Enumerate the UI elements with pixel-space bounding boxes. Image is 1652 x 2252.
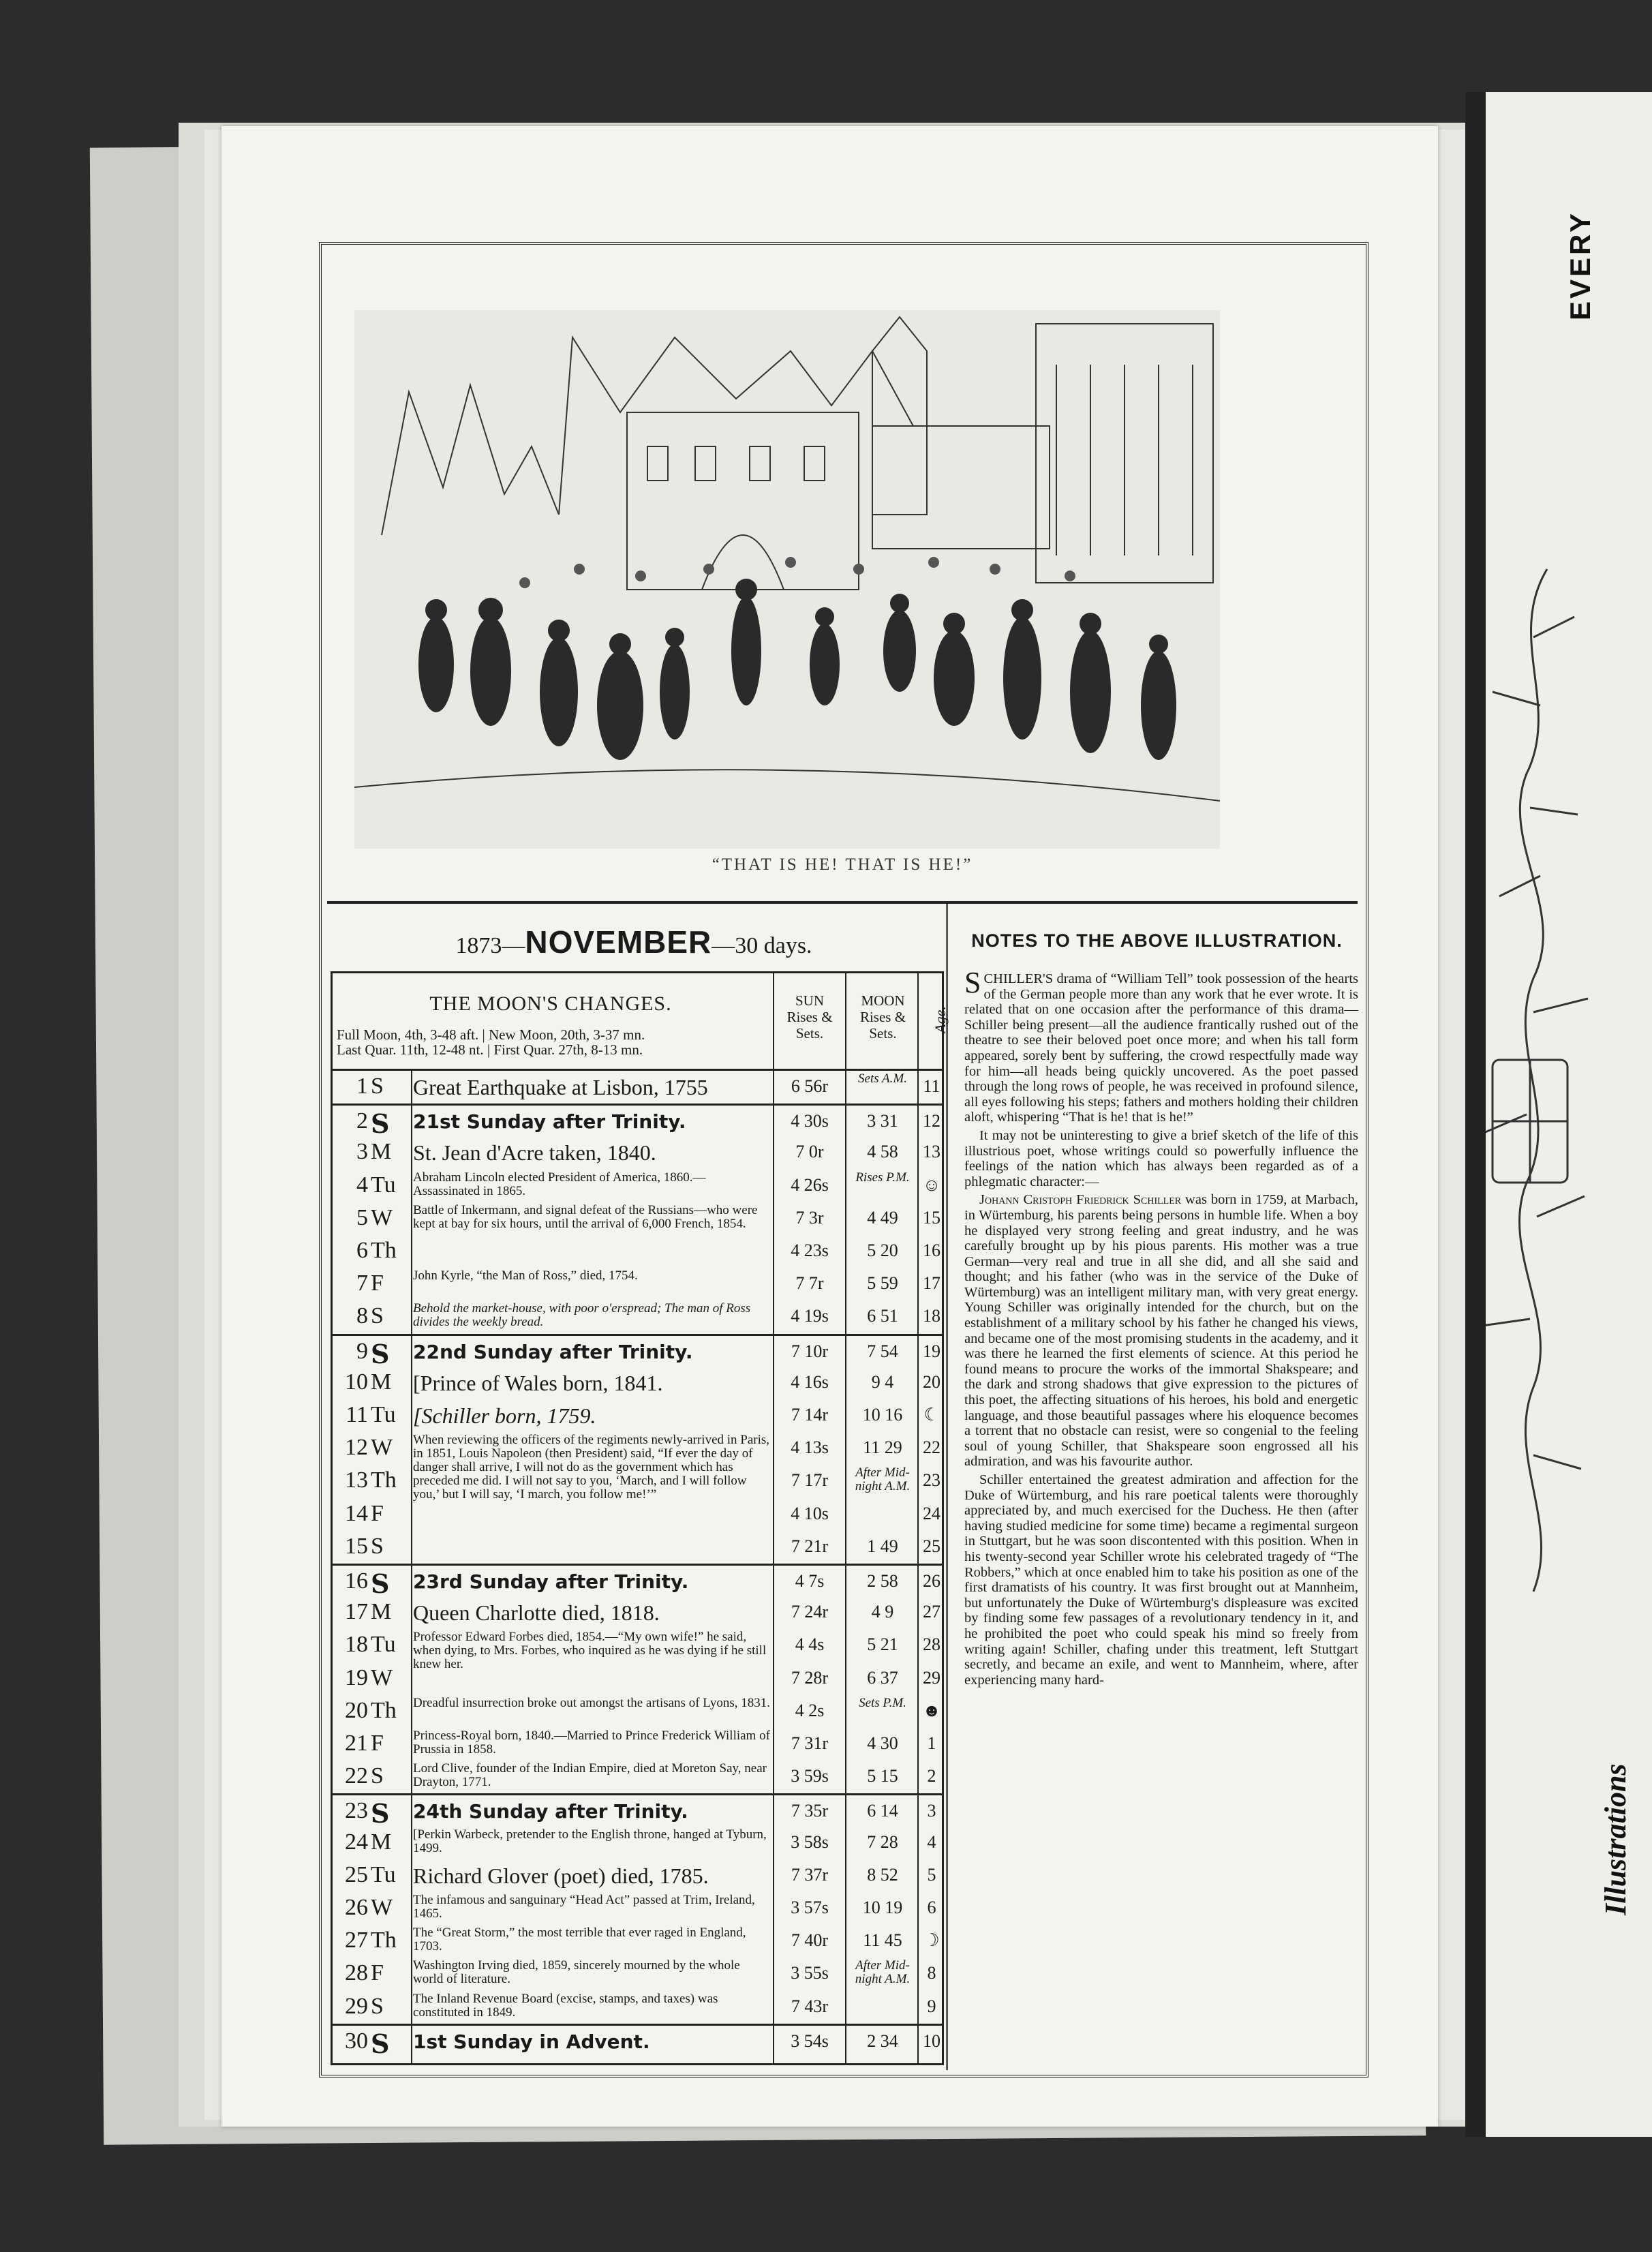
row-moon-time: 6 51 bbox=[867, 1306, 898, 1326]
notes-heading: NOTES TO THE ABOVE ILLUSTRATION. bbox=[971, 930, 1343, 951]
row-date: 29 bbox=[345, 1993, 368, 2019]
row-sun-time: 4 23s bbox=[791, 1241, 829, 1260]
row-date: 3 bbox=[356, 1139, 368, 1165]
row-weekday: M bbox=[371, 1369, 392, 1395]
row-sun-time: 7 3r bbox=[795, 1207, 824, 1228]
row-moon-age: 13 bbox=[923, 1142, 940, 1162]
row-moon-age: 24 bbox=[923, 1503, 940, 1523]
calendar-row bbox=[333, 1662, 942, 1695]
row-moon-time: 2 34 bbox=[867, 2030, 898, 2051]
section-rule bbox=[327, 901, 1358, 904]
row-weekday: M bbox=[371, 1829, 392, 1855]
calendar-row bbox=[333, 1202, 942, 1235]
row-date: 26 bbox=[345, 1895, 368, 1920]
title-month: NOVEMBER bbox=[525, 924, 712, 960]
row-moon-time: 10 19 bbox=[862, 1898, 903, 1917]
calendar-row bbox=[333, 1136, 942, 1169]
calendar-row bbox=[333, 1596, 942, 1629]
calendar-row bbox=[333, 1367, 942, 1399]
notes-paragraph-3-text: was born in 1759, at Marbach, in Würtemburg, his parents being persons in humble life. When a boy he displayed very strong feeling and great industry, and he was carefully brought up by his pious parents. His mother was a true German—very real and true in all she did, and all she said and thought; and his father (who was in the service of the Duke of Würtemburg) was an intelligent military man, with very great energy. Young Schiller was originally intended for the church, but on the establishment of a military school by his father he changed his views, and became one of the most promising students in the academy, and it was there he learned the first elements of science. At this period he found means to procure the works of the immortal Shakspeare; and the dark and strong shadows that give expression to the pictures of this poet, the affecting situations of his heroes, his bold and energetic language, and those beautiful passages where his eloquence becomes a torrent that no obstacle can resist, were so congenial to the feeling soul of young Schiller, that Shakspeare soon engrossed all his admiration, and was his favourite author. bbox=[964, 1192, 1358, 1470]
row-weekday: W bbox=[371, 1895, 393, 1920]
row-moon-time: 1 49 bbox=[867, 1536, 898, 1556]
notes-paragraph-2: It may not be uninteresting to give a brief sketch of the life of this illustrious poet, whose writings could so powerfully influence the feelings of the nation which has always been regarded as of a phlegmatic character:— bbox=[964, 1127, 1358, 1189]
row-event: Battle of Inkermann, and signal defeat of the Russians—who were kept at bay for six hours, until the arrival of 6,000 French, 1854. bbox=[413, 1203, 758, 1231]
row-moon-age: 17 bbox=[923, 1273, 940, 1294]
row-sun-time: 4 19s bbox=[791, 1306, 829, 1326]
calendar-row bbox=[333, 1827, 942, 1859]
facing-page-every: EVERY bbox=[1564, 211, 1596, 320]
row-event: St. Jean d'Acre taken, 1840. bbox=[413, 1140, 656, 1166]
row-date: 23 bbox=[345, 1798, 368, 1824]
calendar-row bbox=[333, 1629, 942, 1672]
row-sun-time: 7 43r bbox=[791, 1996, 829, 2016]
row-moon-age: ☻ bbox=[922, 1700, 941, 1720]
row-moon-time: Sets P.M. bbox=[859, 1695, 906, 1710]
new-moon: New Moon, 20th, 3-37 mn. bbox=[488, 1026, 645, 1043]
row-moon-time: 7 28 bbox=[867, 1831, 898, 1852]
row-sun-time: 7 35r bbox=[791, 1801, 829, 1821]
row-event: Washington Irving died, 1859, sincerely mourned by the whole world of literature. bbox=[413, 1959, 740, 1987]
row-sun-time: 7 10r bbox=[791, 1341, 829, 1361]
row-moon-age: 10 bbox=[923, 2030, 940, 2051]
row-moon-time: 11 45 bbox=[863, 1930, 902, 1951]
row-moon-time: 4 58 bbox=[867, 1142, 898, 1162]
title-days: —30 days. bbox=[712, 933, 812, 958]
row-moon-age: ☽ bbox=[923, 1930, 940, 1951]
row-sun-time: 7 7r bbox=[795, 1273, 824, 1294]
row-event: The infamous and sanguinary “Head Act” passed at Trim, Ireland, 1465. bbox=[413, 1893, 755, 1921]
row-weekday: Th bbox=[371, 1928, 397, 1953]
notes-paragraph-3 bbox=[964, 1192, 1358, 1470]
row-date: 10 bbox=[345, 1369, 368, 1395]
row-weekday: F bbox=[371, 1270, 384, 1296]
row-moon-time: Rises P.M. bbox=[855, 1170, 910, 1185]
row-moon-time: After Mid- night A.M. bbox=[855, 1958, 911, 1987]
row-date: 4 bbox=[356, 1172, 368, 1198]
row-moon-age: 23 bbox=[923, 1470, 940, 1491]
row-weekday: S bbox=[371, 1303, 384, 1329]
notes-text bbox=[964, 966, 1358, 1690]
row-sun-time: 7 24r bbox=[791, 1602, 829, 1622]
row-moon-age: ☺ bbox=[922, 1174, 941, 1195]
row-event: 23rd Sunday after Trinity. bbox=[413, 1570, 689, 1593]
row-weekday: W bbox=[371, 1664, 393, 1690]
row-event: [Perkin Warbeck, pretender to the English throne, hanged at Tyburn, 1499. bbox=[413, 1827, 767, 1855]
row-moon-age: 28 bbox=[923, 1634, 940, 1655]
calendar-row bbox=[333, 1170, 942, 1202]
row-moon-age: ☾ bbox=[923, 1405, 940, 1425]
row-moon-time: Sets A.M. bbox=[858, 1071, 907, 1086]
engraving-illustration bbox=[354, 310, 1220, 849]
row-sun-time: 7 21r bbox=[791, 1536, 829, 1556]
calendar-row bbox=[333, 1399, 942, 1432]
calendar-row bbox=[333, 1892, 942, 1925]
row-weekday: F bbox=[371, 1731, 384, 1756]
row-moon-age: 27 bbox=[923, 1602, 940, 1622]
row-moon-time: 10 16 bbox=[862, 1405, 903, 1425]
calendar-row bbox=[333, 1071, 942, 1104]
row-date: 14 bbox=[345, 1500, 368, 1526]
sun-column-header: SUN Rises & Sets. bbox=[786, 992, 833, 1041]
full-moon: Full Moon, 4th, 3-48 aft. bbox=[337, 1026, 479, 1043]
row-moon-age: 5 bbox=[927, 1864, 936, 1885]
title-year: 1873— bbox=[455, 933, 525, 958]
row-date: 12 bbox=[345, 1435, 368, 1461]
row-moon-time: 9 4 bbox=[871, 1371, 894, 1392]
row-date: 15 bbox=[345, 1533, 368, 1559]
row-moon-time: 4 9 bbox=[871, 1602, 894, 1622]
row-sun-time: 7 14r bbox=[791, 1405, 829, 1425]
row-sun-time: 4 7s bbox=[795, 1571, 825, 1591]
calendar-row bbox=[333, 1925, 942, 1958]
calendar-row bbox=[333, 1728, 942, 1761]
row-weekday: Th bbox=[371, 1697, 397, 1723]
row-moon-age: 29 bbox=[923, 1667, 940, 1688]
row-moon-time: 6 14 bbox=[867, 1801, 898, 1821]
facing-page-illustrations: Illustrations bbox=[1599, 1763, 1632, 1915]
row-weekday: S bbox=[371, 1568, 390, 1599]
row-moon-time: 5 20 bbox=[867, 1241, 898, 1260]
notes-paragraph-1 bbox=[964, 966, 1358, 1125]
row-sun-time: 3 59s bbox=[791, 1766, 829, 1786]
calendar-row bbox=[333, 1300, 942, 1333]
moon-changes-row-2: Last Quar. 11th, 12-48 nt. | First Quar. 27th, 8-13 mn. bbox=[337, 1041, 643, 1058]
row-date: 11 bbox=[346, 1402, 368, 1427]
row-weekday: S bbox=[371, 1798, 390, 1829]
row-moon-age: 26 bbox=[923, 1571, 940, 1591]
row-moon-time: 5 15 bbox=[867, 1766, 898, 1786]
illustration-caption: “THAT IS HE! THAT IS HE!” bbox=[712, 855, 973, 874]
row-moon-age: 16 bbox=[923, 1241, 940, 1260]
moon-changes-row-1: Full Moon, 4th, 3-48 aft. | New Moon, 20th, 3-37 mn. bbox=[337, 1026, 645, 1043]
row-event: Professor Edward Forbes died, 1854.—“My own wife!” he said, when dying, to Mrs. Forbes, who inquired as he was dying if he still knew her. bbox=[413, 1630, 767, 1672]
row-moon-age: 4 bbox=[927, 1831, 936, 1852]
row-sun-time: 4 4s bbox=[795, 1634, 825, 1655]
row-sun-time: 7 28r bbox=[791, 1667, 829, 1688]
row-weekday: S bbox=[371, 1108, 390, 1140]
row-weekday: S bbox=[371, 2028, 390, 2059]
row-sun-time: 3 54s bbox=[791, 2030, 829, 2051]
row-moon-age: 9 bbox=[927, 1996, 936, 2016]
row-weekday: S bbox=[371, 1338, 390, 1369]
row-date: 6 bbox=[356, 1238, 368, 1263]
row-date: 21 bbox=[345, 1731, 368, 1756]
notes-paragraph-1-text: CHILLER'S drama of “William Tell” took possession of the hearts of the German people more than any work that he ever wrote. It is related that on one occasion after the performance of this drama—Schiller being present—all the audience frantically rushed out of the theatre to see their beloved poet once more; and when his tall form appeared, sorely bent by suffering, the crowd respectfully made way for him—all heads being quickly uncovered. As the poet passed through the long rows of people, he was received in profound silence, all eyes following his steps; fathers and mothers holding their children aloft, whispering “That is he! that is he!” bbox=[964, 971, 1358, 1125]
row-event: 21st Sunday after Trinity. bbox=[413, 1110, 686, 1133]
calendar-row bbox=[333, 1104, 942, 1138]
row-event: Richard Glover (poet) died, 1785. bbox=[413, 1863, 709, 1888]
row-moon-age: 2 bbox=[927, 1766, 936, 1786]
row-event: Abraham Lincoln elected President of America, 1860.—Assassinated in 1865. bbox=[413, 1170, 706, 1198]
row-date: 17 bbox=[345, 1599, 368, 1625]
row-date: 22 bbox=[345, 1763, 368, 1789]
row-moon-age: 20 bbox=[923, 1371, 940, 1392]
calendar-row bbox=[333, 1991, 942, 2024]
row-event: [Prince of Wales born, 1841. bbox=[413, 1370, 663, 1395]
row-weekday: S bbox=[371, 1074, 384, 1099]
calendar-title bbox=[327, 924, 940, 960]
moon-changes-heading: THE MOON'S CHANGES. bbox=[429, 992, 672, 1015]
row-weekday: Tu bbox=[371, 1632, 396, 1658]
row-event: John Kyrle, “the Man of Ross,” died, 1754. bbox=[413, 1269, 638, 1283]
row-weekday: F bbox=[371, 1500, 384, 1526]
row-date: 13 bbox=[345, 1467, 368, 1493]
row-date: 30 bbox=[345, 2028, 368, 2054]
calendar-row bbox=[333, 1564, 942, 1598]
row-sun-time: 3 58s bbox=[791, 1831, 829, 1852]
calendar-row bbox=[333, 1334, 942, 1369]
row-weekday: Tu bbox=[371, 1861, 396, 1887]
row-event: [Schiller born, 1759. bbox=[413, 1403, 596, 1428]
calendar-row bbox=[333, 1859, 942, 1892]
notes-drop-cap: S bbox=[964, 966, 981, 999]
row-weekday: Th bbox=[371, 1467, 397, 1493]
row-event: The “Great Storm,” the most terrible that ever raged in England, 1703. bbox=[413, 1926, 746, 1954]
row-sun-time: 7 31r bbox=[791, 1733, 829, 1753]
row-sun-time: 7 0r bbox=[795, 1142, 824, 1162]
calendar-row bbox=[333, 1268, 942, 1300]
row-moon-time: 6 37 bbox=[867, 1667, 898, 1688]
row-weekday: W bbox=[371, 1435, 393, 1461]
row-weekday: S bbox=[371, 1533, 384, 1559]
row-moon-time: 4 49 bbox=[867, 1207, 898, 1228]
row-sun-time: 3 55s bbox=[791, 1963, 829, 1983]
row-moon-time: 11 29 bbox=[863, 1437, 902, 1458]
row-event: Princess-Royal born, 1840.—Married to Prince Frederick William of Prussia in 1858. bbox=[413, 1729, 770, 1756]
row-event: Dreadful insurrection broke out amongst the artisans of Lyons, 1831. bbox=[413, 1696, 770, 1710]
age-column-header: Age. bbox=[931, 1006, 949, 1033]
last-quarter: Last Quar. 11th, 12-48 nt. bbox=[337, 1041, 484, 1058]
row-sun-time: 7 40r bbox=[791, 1930, 829, 1951]
row-sun-time: 6 56r bbox=[791, 1076, 829, 1096]
calendar-table bbox=[331, 971, 949, 2065]
row-moon-time: 4 30 bbox=[867, 1733, 898, 1753]
calendar-row bbox=[333, 1793, 942, 1828]
row-moon-time: After Mid- night A.M. bbox=[855, 1465, 911, 1494]
row-weekday: S bbox=[371, 1763, 384, 1789]
row-moon-age: 11 bbox=[923, 1076, 940, 1096]
row-weekday: F bbox=[371, 1960, 384, 1986]
row-weekday: S bbox=[371, 1993, 384, 2019]
row-date: 1 bbox=[356, 1074, 368, 1099]
row-event: 1st Sunday in Advent. bbox=[413, 2030, 650, 2053]
row-moon-time: 5 59 bbox=[867, 1273, 898, 1294]
row-event: The Inland Revenue Board (excise, stamps, and taxes) was constituted in 1849. bbox=[413, 1992, 718, 2020]
notes-paragraph-4: Schiller entertained the greatest admiration and affection for the Duke of Würtemburg, and his rare poetical talents were thoroughly appreciated by, and much exercised for the Duchess. He then (after having studied medicine for some time) became a regimental surgeon in Stuttgart, but he was soon discontented with this position. When in his twenty-second year Schiller wrote his celebrated tragedy of “The Robbers,” which at once enabled him to take his position as one of the first dramatists of his country. It was first brought out at Mannheim, but unfortunately the Duke of Würtemburg's displeasure was excited by finding some few passages of a revolutionary tendency in it, and he prohibited the poet who could speak his mind so freely from writing again! Schiller, chafing under this treatment, left Stuttgart secretly, and became an exile, and went to Mannheim, where, after experiencing many hard- bbox=[964, 1472, 1358, 1688]
row-date: 19 bbox=[345, 1664, 368, 1690]
row-sun-time: 4 16s bbox=[791, 1371, 829, 1392]
row-date: 24 bbox=[345, 1829, 368, 1855]
row-sun-time: 4 13s bbox=[791, 1437, 829, 1458]
row-date: 7 bbox=[356, 1270, 368, 1296]
row-event: Behold the market-house, with poor o'erspread; The man of Ross divides the weekly bread. bbox=[413, 1302, 751, 1330]
row-moon-age: 8 bbox=[927, 1963, 936, 1983]
calendar-row bbox=[333, 1498, 942, 1531]
row-sun-time: 4 26s bbox=[791, 1174, 829, 1195]
row-moon-time: 5 21 bbox=[867, 1634, 898, 1655]
row-sun-time: 3 57s bbox=[791, 1898, 829, 1917]
row-moon-age: 6 bbox=[927, 1898, 936, 1917]
row-weekday: M bbox=[371, 1599, 392, 1625]
row-event: 22nd Sunday after Trinity. bbox=[413, 1340, 693, 1363]
row-date: 25 bbox=[345, 1861, 368, 1887]
row-moon-time: 2 58 bbox=[867, 1571, 898, 1591]
row-moon-time: 3 31 bbox=[867, 1111, 898, 1131]
calendar-row bbox=[333, 1761, 942, 1793]
row-moon-age: 1 bbox=[927, 1733, 936, 1753]
row-weekday: Tu bbox=[371, 1172, 396, 1198]
calendar-header bbox=[333, 973, 949, 1071]
row-weekday: Tu bbox=[371, 1402, 396, 1427]
calendar-row bbox=[333, 2024, 942, 2058]
row-moon-age: 22 bbox=[923, 1437, 940, 1458]
row-weekday: M bbox=[371, 1139, 392, 1165]
row-moon-age: 18 bbox=[923, 1306, 940, 1326]
row-event: When reviewing the officers of the regiments newly-arrived in Paris, in 1851, Louis Napoleon (then President) said, “If ever the day of danger shall arrive, I will not do as the government which has preceded me did. I will not say to you, ‘March, and I will follow you,’ but I will say, ‘I march, you follow me!’” bbox=[413, 1433, 770, 1502]
calendar-row bbox=[333, 1695, 942, 1728]
calendar-row bbox=[333, 1531, 942, 1564]
row-sun-time: 4 30s bbox=[791, 1111, 829, 1131]
row-moon-time: 7 54 bbox=[867, 1341, 898, 1361]
row-sun-time: 7 37r bbox=[791, 1864, 829, 1885]
row-date: 9 bbox=[356, 1338, 368, 1364]
row-moon-age: 12 bbox=[923, 1111, 940, 1131]
calendar-row bbox=[333, 1235, 942, 1268]
notes-schiller-name: Johann Cristoph Friedrick Schiller bbox=[979, 1192, 1182, 1208]
row-event: Queen Charlotte died, 1818. bbox=[413, 1600, 660, 1626]
row-moon-age: 25 bbox=[923, 1536, 940, 1556]
row-date: 28 bbox=[345, 1960, 368, 1986]
row-date: 2 bbox=[356, 1108, 368, 1134]
row-event: 24th Sunday after Trinity. bbox=[413, 1800, 688, 1823]
moon-column-header: MOON Rises & Sets. bbox=[859, 992, 906, 1041]
first-quarter: First Quar. 27th, 8-13 mn. bbox=[493, 1041, 643, 1058]
row-moon-age: 15 bbox=[923, 1207, 940, 1228]
row-date: 18 bbox=[345, 1632, 368, 1658]
row-event: Lord Clive, founder of the Indian Empire, died at Moreton Say, near Drayton, 1771. bbox=[413, 1762, 767, 1790]
row-event: Great Earthquake at Lisbon, 1755 bbox=[413, 1075, 708, 1099]
row-sun-time: 4 10s bbox=[791, 1503, 829, 1523]
calendar-row bbox=[333, 1958, 942, 1990]
row-date: 20 bbox=[345, 1697, 368, 1723]
row-weekday: W bbox=[371, 1204, 393, 1230]
row-weekday: Th bbox=[371, 1238, 397, 1263]
calendar-row bbox=[333, 1465, 942, 1497]
row-moon-age: 19 bbox=[923, 1341, 940, 1361]
row-sun-time: 7 17r bbox=[791, 1470, 829, 1491]
row-date: 27 bbox=[345, 1928, 368, 1953]
row-date: 5 bbox=[356, 1204, 368, 1230]
row-moon-age: 3 bbox=[927, 1801, 936, 1821]
row-date: 16 bbox=[345, 1568, 368, 1594]
row-sun-time: 4 2s bbox=[795, 1700, 825, 1720]
column-divider bbox=[946, 901, 948, 2070]
row-moon-time: 8 52 bbox=[867, 1864, 898, 1885]
row-date: 8 bbox=[356, 1303, 368, 1329]
